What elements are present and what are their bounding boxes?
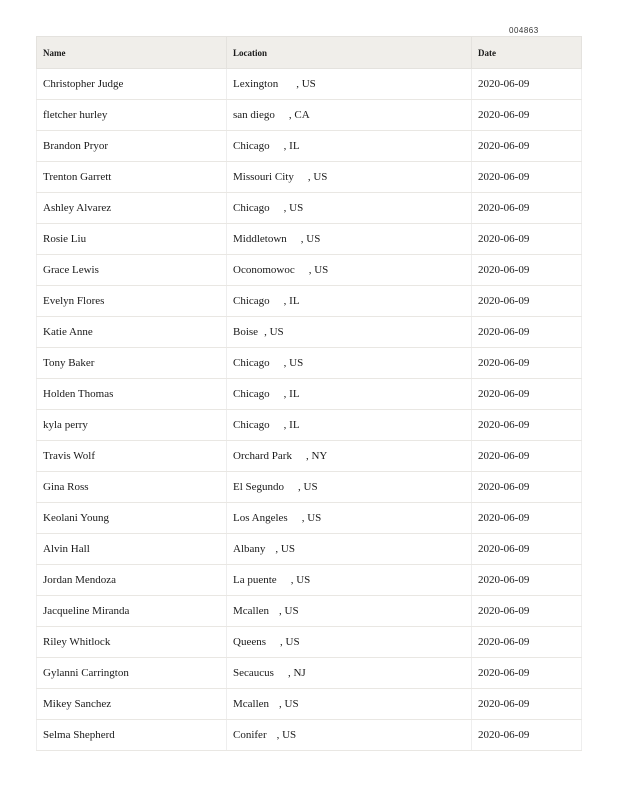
location-city: Lexington [233, 78, 279, 90]
location-separator: , [300, 233, 307, 245]
table-row [37, 286, 582, 317]
table-row [37, 193, 582, 224]
cell-date: 2020-06-09 [472, 193, 582, 224]
location-separator: , [308, 264, 315, 276]
location-city: Los Angeles [233, 512, 288, 524]
page-id: 004863 [509, 26, 539, 35]
table-row [37, 472, 582, 503]
location-separator: , [296, 78, 302, 90]
location-separator: , [283, 419, 290, 431]
cell-date: 2020-06-09 [472, 131, 582, 162]
location-separator: , [290, 574, 297, 586]
cell-name: Travis Wolf [37, 441, 227, 472]
table-row [37, 441, 582, 472]
cell-location [227, 317, 472, 348]
cell-location [227, 503, 472, 534]
cell-date: 2020-06-09 [472, 410, 582, 441]
table-row [37, 317, 582, 348]
table-row [37, 379, 582, 410]
location-city: Secaucus [233, 667, 274, 679]
location-city: Chicago [233, 295, 270, 307]
cell-date: 2020-06-09 [472, 534, 582, 565]
location-city: El Segundo [233, 481, 285, 493]
cell-name: Christopher Judge [37, 69, 227, 100]
location-separator: , [283, 140, 290, 152]
location-city: Boise [233, 326, 259, 338]
cell-location [227, 348, 472, 379]
data-table [36, 36, 582, 751]
cell-location [227, 472, 472, 503]
header-location: Location [227, 37, 472, 69]
location-city: Chicago [233, 202, 270, 214]
location-city: Albany [233, 543, 266, 555]
location-region: CA [294, 109, 310, 121]
location-region: US [269, 326, 284, 338]
cell-name: kyla perry [37, 410, 227, 441]
location-separator: , [287, 667, 294, 679]
cell-date: 2020-06-09 [472, 348, 582, 379]
cell-name: Jordan Mendoza [37, 565, 227, 596]
location-region: IL [289, 295, 300, 307]
cell-date: 2020-06-09 [472, 472, 582, 503]
cell-name: fletcher hurley [37, 100, 227, 131]
location-separator: , [276, 729, 283, 741]
cell-date: 2020-06-09 [472, 100, 582, 131]
cell-date: 2020-06-09 [472, 317, 582, 348]
location-region: US [285, 636, 300, 648]
location-region: US [314, 264, 329, 276]
location-city: san diego [233, 109, 275, 121]
table-row [37, 69, 582, 100]
location-region: IL [289, 419, 300, 431]
cell-date: 2020-06-09 [472, 658, 582, 689]
cell-date: 2020-06-09 [472, 69, 582, 100]
table-row [37, 658, 582, 689]
cell-date: 2020-06-09 [472, 689, 582, 720]
cell-date: 2020-06-09 [472, 503, 582, 534]
location-separator: , [283, 357, 290, 369]
cell-date: 2020-06-09 [472, 565, 582, 596]
table-row [37, 627, 582, 658]
cell-name: Jacqueline Miranda [37, 596, 227, 627]
cell-date: 2020-06-09 [472, 720, 582, 751]
location-region: US [301, 78, 316, 90]
table-row [37, 503, 582, 534]
header-date: Date [472, 37, 582, 69]
location-region: US [289, 357, 304, 369]
location-separator: , [283, 295, 290, 307]
cell-name: Katie Anne [37, 317, 227, 348]
cell-date: 2020-06-09 [472, 627, 582, 658]
cell-date: 2020-06-09 [472, 286, 582, 317]
location-city: Chicago [233, 140, 270, 152]
location-city: Middletown [233, 233, 287, 245]
cell-location [227, 69, 472, 100]
location-separator: , [279, 605, 285, 617]
location-separator: , [280, 636, 286, 648]
location-separator: , [301, 512, 308, 524]
table-row [37, 255, 582, 286]
table-row [37, 100, 582, 131]
table-row [37, 131, 582, 162]
cell-date: 2020-06-09 [472, 596, 582, 627]
cell-date: 2020-06-09 [472, 379, 582, 410]
cell-location [227, 627, 472, 658]
cell-date: 2020-06-09 [472, 224, 582, 255]
location-region: US [306, 233, 321, 245]
cell-name: Riley Whitlock [37, 627, 227, 658]
location-city: Chicago [233, 357, 270, 369]
location-separator: , [264, 326, 270, 338]
cell-name: Selma Shepherd [37, 720, 227, 751]
location-city: Chicago [233, 388, 270, 400]
cell-location [227, 410, 472, 441]
cell-location [227, 162, 472, 193]
location-region: NY [311, 450, 328, 462]
location-region: US [284, 698, 299, 710]
cell-location [227, 565, 472, 596]
cell-location [227, 534, 472, 565]
location-region: US [284, 605, 299, 617]
location-city: La puente [233, 574, 277, 586]
cell-location [227, 379, 472, 410]
cell-location [227, 720, 472, 751]
cell-name: Holden Thomas [37, 379, 227, 410]
table-body [37, 69, 582, 751]
location-separator: , [305, 450, 312, 462]
location-separator: , [298, 481, 304, 493]
cell-date: 2020-06-09 [472, 441, 582, 472]
cell-location [227, 131, 472, 162]
location-region: US [313, 171, 328, 183]
cell-name: Rosie Liu [37, 224, 227, 255]
cell-location [227, 689, 472, 720]
location-region: US [303, 481, 318, 493]
table-row [37, 565, 582, 596]
location-city: Oconomowoc [233, 264, 295, 276]
cell-name: Grace Lewis [37, 255, 227, 286]
table-row [37, 224, 582, 255]
table-row [37, 720, 582, 751]
location-region: US [282, 729, 297, 741]
location-city: Mcallen [233, 605, 270, 617]
location-city: Missouri City [233, 171, 294, 183]
cell-name: Alvin Hall [37, 534, 227, 565]
table-row [37, 162, 582, 193]
location-separator: , [283, 202, 290, 214]
cell-location [227, 255, 472, 286]
cell-location [227, 286, 472, 317]
cell-location [227, 441, 472, 472]
header-row [37, 37, 582, 69]
location-separator: , [275, 543, 281, 555]
location-region: US [307, 512, 322, 524]
cell-location [227, 658, 472, 689]
cell-name: Ashley Alvarez [37, 193, 227, 224]
table-row [37, 596, 582, 627]
location-region: US [296, 574, 311, 586]
location-separator: , [283, 388, 290, 400]
cell-name: Mikey Sanchez [37, 689, 227, 720]
cell-name: Trenton Garrett [37, 162, 227, 193]
table-row [37, 410, 582, 441]
cell-name: Gina Ross [37, 472, 227, 503]
location-region: US [280, 543, 295, 555]
location-region: IL [289, 388, 300, 400]
table-row [37, 348, 582, 379]
cell-location [227, 224, 472, 255]
cell-name: Evelyn Flores [37, 286, 227, 317]
cell-name: Brandon Pryor [37, 131, 227, 162]
table-header [37, 37, 582, 69]
location-city: Orchard Park [233, 450, 292, 462]
cell-date: 2020-06-09 [472, 162, 582, 193]
cell-name: Gylanni Carrington [37, 658, 227, 689]
cell-name: Keolani Young [37, 503, 227, 534]
location-city: Conifer [233, 729, 267, 741]
location-city: Mcallen [233, 698, 270, 710]
cell-location [227, 100, 472, 131]
cell-location [227, 193, 472, 224]
location-separator: , [307, 171, 314, 183]
header-name: Name [37, 37, 227, 69]
location-region: IL [289, 140, 300, 152]
table-row [37, 534, 582, 565]
location-separator: , [288, 109, 295, 121]
location-region: US [289, 202, 304, 214]
location-city: Chicago [233, 419, 270, 431]
location-region: NJ [293, 667, 306, 679]
cell-location [227, 596, 472, 627]
cell-date: 2020-06-09 [472, 255, 582, 286]
location-separator: , [279, 698, 285, 710]
location-city: Queens [233, 636, 266, 648]
table-row [37, 689, 582, 720]
cell-name: Tony Baker [37, 348, 227, 379]
